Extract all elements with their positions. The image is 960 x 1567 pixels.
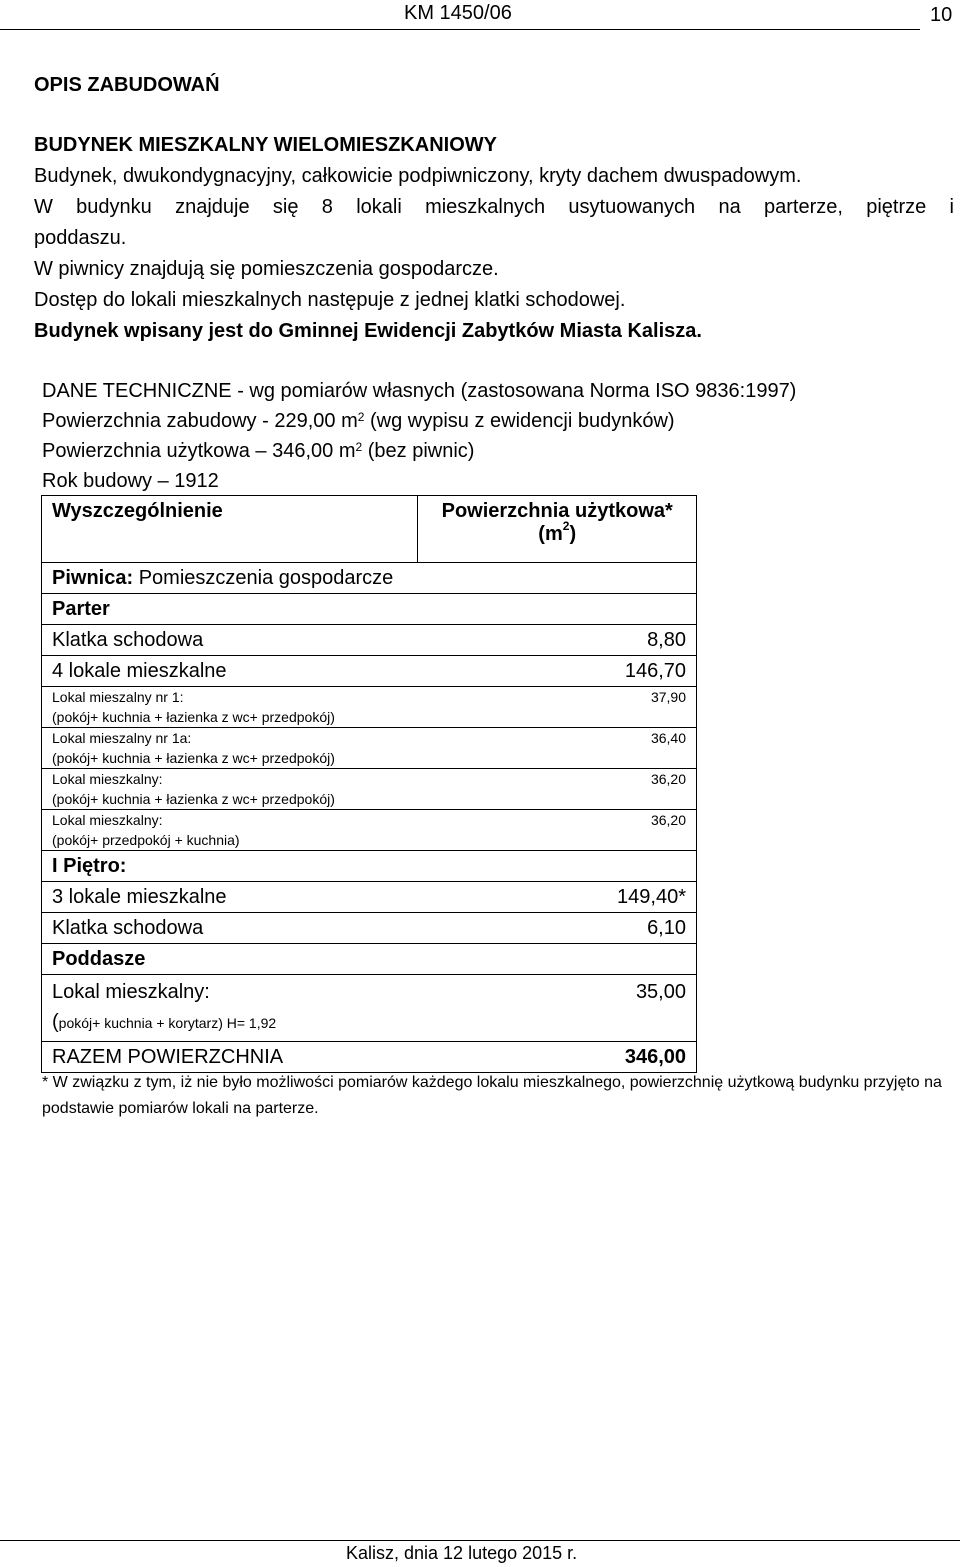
table-row <box>42 656 697 687</box>
table-row <box>42 563 697 594</box>
footer-date: Kalisz, dnia 12 lutego 2015 r. <box>346 1543 578 1563</box>
ground-units-cell: 4 lokale mieszkalne 146,70 <box>42 656 697 687</box>
building-basement: W piwnicy znajdują się pomieszczenia gospodarcze. <box>34 258 499 280</box>
unit-4-cell: 36,20 Lokal mieszkalny: (pokój+ przedpokój + kuchnia) <box>42 810 697 851</box>
building-description: Budynek, dwukondygnacyjny, całkowicie podpiwniczony, kryty dachem dwuspadowym. <box>34 165 802 187</box>
table-row <box>42 944 697 975</box>
table-row <box>42 913 697 944</box>
first-floor-units-cell: 3 lokale mieszkalne 149,40* <box>42 882 697 913</box>
usable-area: Powierzchnia użytkowa – 346,00 $m^2$ (bez piwnic) <box>42 440 475 462</box>
table-row <box>42 625 697 656</box>
table-header-row <box>42 496 697 563</box>
staircase-first-cell: Klatka schodowa 6,10 <box>42 913 697 944</box>
building-heading: BUDYNEK MIESZKALNY WIELOMIESZKANIOWY <box>34 134 497 156</box>
document-reference: KM 1450/06 <box>404 2 512 24</box>
column-header-specification: Wyszczególnienie <box>42 496 418 563</box>
building-heritage: Budynek wpisany jest do Gminnej Ewidencji Zabytków Miasta Kalisza. <box>34 320 702 342</box>
table-row <box>42 1042 697 1073</box>
area-table <box>41 495 697 1073</box>
table-row <box>42 728 697 769</box>
unit-1-cell: 37,90 Lokal mieszalny nr 1: (pokój+ kuchnia + łazienka z wc+ przedpokój) <box>42 687 697 728</box>
table-row <box>42 810 697 851</box>
building-units: W budynku znajduje się 8 lokali mieszkalnych usytuowanych na parterze, piętrze i <box>34 196 954 218</box>
attic-unit-cell: Lokal mieszkalny: 35,00 (pokój+ kuchnia + korytarz) H= 1,92 <box>42 975 697 1042</box>
attic-heading: Poddasze <box>42 944 697 975</box>
table-row <box>42 594 697 625</box>
unit-1a-cell: 36,40 Lokal mieszalny nr 1a: (pokój+ kuchnia + łazienka z wc+ przedpokój) <box>42 728 697 769</box>
tech-data-heading: DANE TECHNICZNE - wg pomiarów własnych (zastosowana Norma ISO 9836:1997) <box>42 380 797 402</box>
table-row <box>42 882 697 913</box>
section-title: OPIS ZABUDOWAŃ <box>34 74 220 96</box>
basement-cell: Piwnica: Pomieszczenia gospodarcze <box>42 563 697 594</box>
table-row <box>42 975 697 1042</box>
header-rule <box>0 29 920 30</box>
building-access: Dostęp do lokali mieszkalnych następuje z jednej klatki schodowej. <box>34 289 626 311</box>
table-row <box>42 687 697 728</box>
total-cell: RAZEM POWIERZCHNIA 346,00 <box>42 1042 697 1073</box>
table-row <box>42 769 697 810</box>
column-header-area: Powierzchnia użytkowa* $(m^2)$ <box>418 496 697 563</box>
ground-floor-heading: Parter <box>42 594 697 625</box>
footer-rule <box>0 1540 960 1541</box>
table-row <box>42 851 697 882</box>
building-units-cont: poddaszu. <box>34 227 127 249</box>
built-area: Powierzchnia zabudowy - 229,00 $m^2$ (wg wypisu z ewidencji budynków) <box>42 410 675 432</box>
staircase-ground-cell: Klatka schodowa 8,80 <box>42 625 697 656</box>
first-floor-heading: I Piętro: <box>42 851 697 882</box>
unit-3-cell: 36,20 Lokal mieszkalny: (pokój+ kuchnia + łazienka z wc+ przedpokój) <box>42 769 697 810</box>
construction-year: Rok budowy – 1912 <box>42 470 219 492</box>
page-number: 10 <box>930 4 953 26</box>
footnote: * W związku z tym, iż nie było możliwości pomiarów każdego lokalu mieszkalnego, powierzchnię użytkową budynku przyjęto na podstawie pomiarów lokali na parterze. <box>42 1074 942 1117</box>
